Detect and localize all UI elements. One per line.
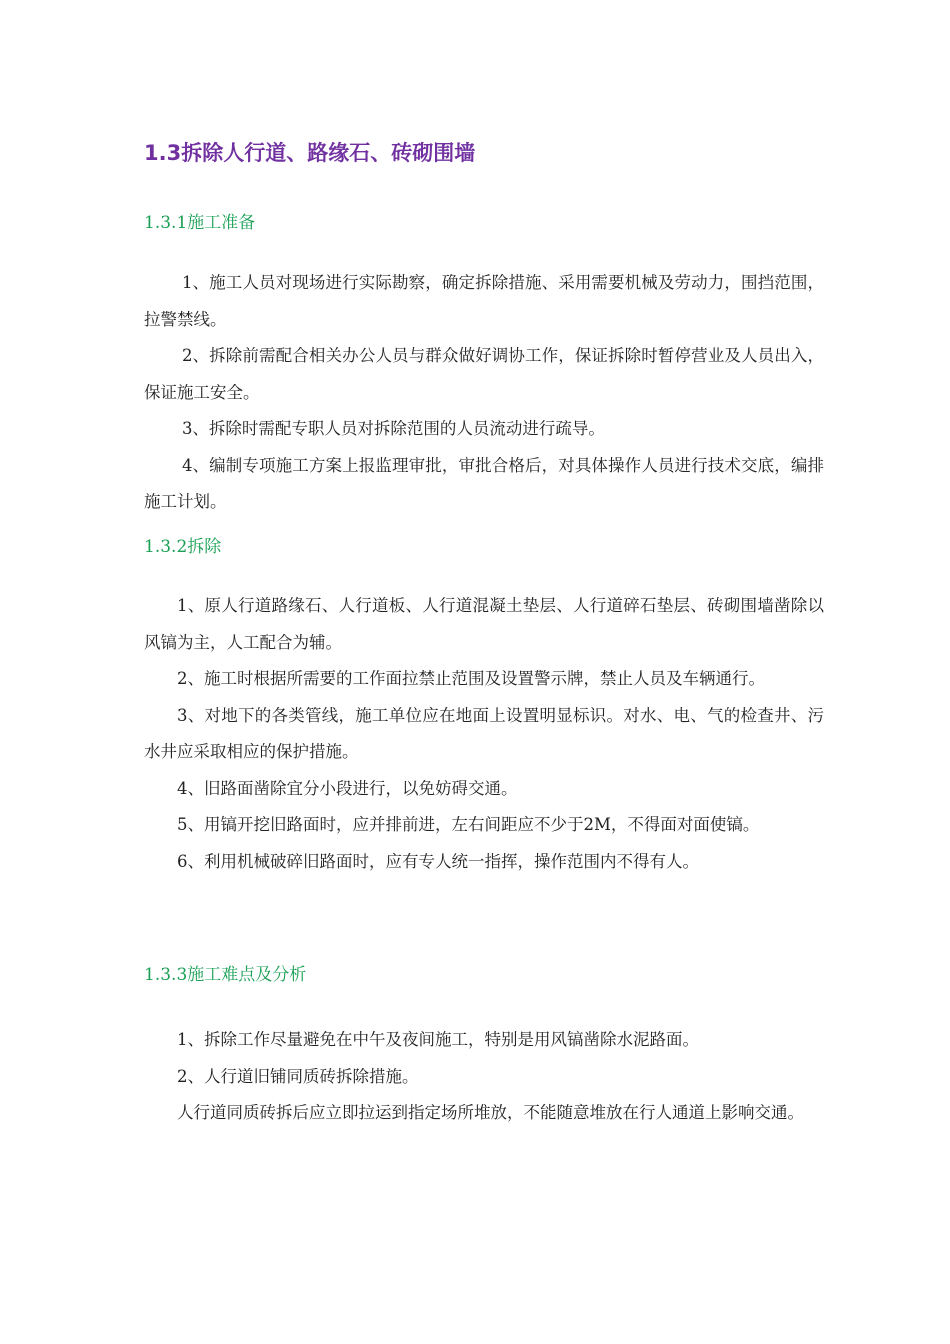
paragraph: 1、原人行道路缘石、人行道板、人行道混凝土垫层、人行道碎石垫层、砖砌围墙凿除以风镐为主，人工配合为辅。 [144,596,824,652]
paragraph: 3、拆除时需配专职人员对拆除范围的人员流动进行疏导。 [181,419,605,438]
document-title: 1.3拆除人行道、路缘石、砖砌围墙 [144,141,476,165]
section-heading: 1.3.3施工难点及分析 [144,965,307,985]
section-heading: 1.3.1施工准备 [144,213,256,233]
section-1-3-3 [144,962,824,1132]
paragraph: 5、用镐开挖旧路面时，应并排前进，左右间距应不少于2M，不得面对面使镐。 [177,815,760,834]
paragraph: 4、编制专项施工方案上报监理审批，审批合格后，对具体操作人员进行技术交底，编排施工计划。 [144,455,824,511]
paragraph: 2、拆除前需配合相关办公人员与群众做好调协工作，保证拆除时暂停营业及人员出入，保证施工安全。 [144,346,824,402]
paragraph: 1、施工人员对现场进行实际勘察，确定拆除措施、采用需要机械及劳动力，围挡范围，拉警禁线。 [144,273,824,329]
section-heading: 1.3.2拆除 [144,537,222,557]
paragraph: 4、旧路面凿除宜分小段进行，以免妨碍交通。 [177,778,518,798]
paragraph: 3、对地下的各类管线，施工单位应在地面上设置明显标识。对水、电、气的检查井、污水井应采取相应的保护措施。 [144,705,824,761]
paragraph: 2、人行道旧铺同质砖拆除措施。 [177,1066,419,1086]
paragraph: 2、施工时根据所需要的工作面拉禁止范围及设置警示牌，禁止人员及车辆通行。 [177,669,765,688]
paragraph: 1、拆除工作尽量避免在中午及夜间施工，特别是用风镐凿除水泥路面。 [177,1030,699,1049]
section-1-3-2 [144,534,824,880]
paragraph: 人行道同质砖拆后应立即拉运到指定场所堆放，不能随意堆放在行人通道上影响交通。 [177,1103,804,1122]
paragraph: 6、利用机械破碎旧路面时，应有专人统一指挥，操作范围内不得有人。 [177,851,699,871]
section-1-3-1 [144,210,824,521]
